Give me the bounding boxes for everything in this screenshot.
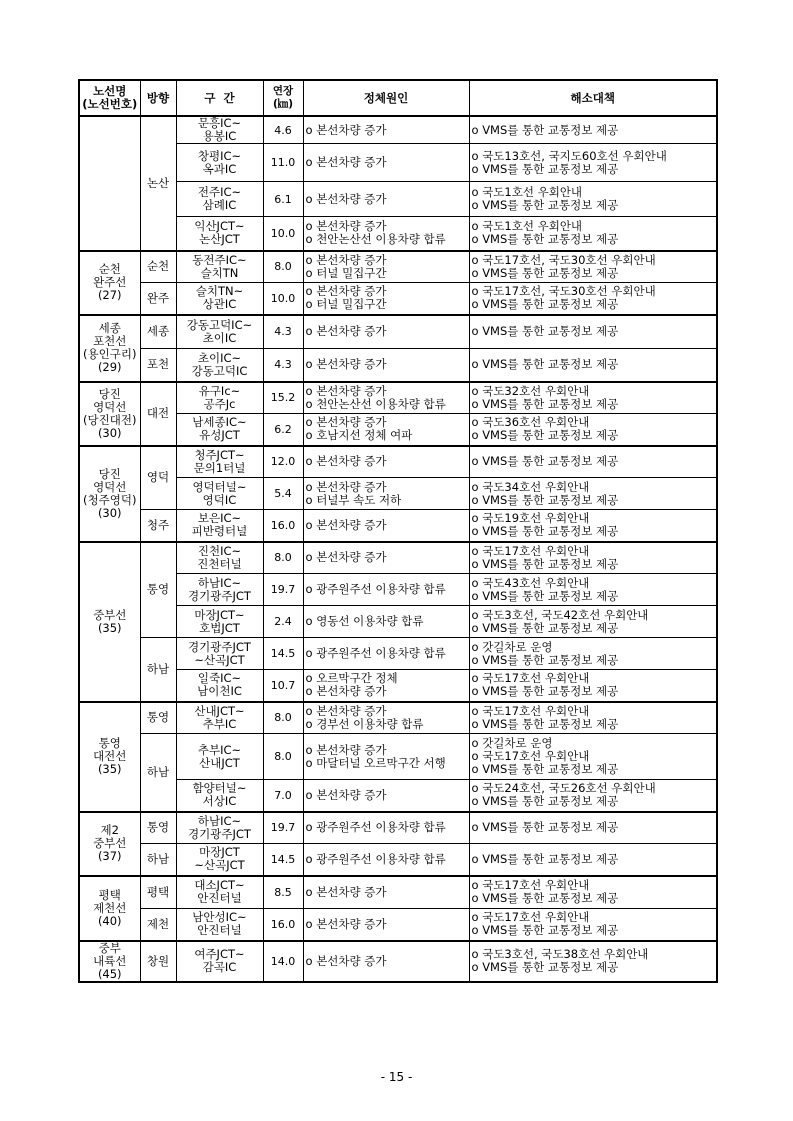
table-row	[79, 446, 717, 478]
route-name-cell	[79, 116, 140, 251]
table-row	[79, 844, 717, 876]
section-cell: 여주JCT~ 감곡IC	[176, 941, 263, 982]
section-cell: 일죽IC~ 남이천IC	[176, 670, 263, 702]
section-cell: 남세종IC~ 유성JCT	[176, 414, 263, 446]
solution-cell: o 국도1호선 우회안내 o VMS를 통한 교통정보 제공	[469, 182, 717, 217]
congestion-table	[78, 79, 718, 983]
cause-cell: o 본선차량 증가 o 터널부 속도 저하	[303, 478, 469, 510]
direction-cell: 하남	[140, 844, 176, 876]
solution-cell: o VMS를 통한 교통정보 제공	[469, 812, 717, 844]
length-cell: 16.0	[263, 909, 303, 941]
cause-cell: o 본선차량 증가 o 천안논산선 이용차량 합류	[303, 382, 469, 414]
cause-cell: o 본선차량 증가 o 터널 밀집구간	[303, 251, 469, 283]
header-direction: 방향	[140, 80, 176, 116]
table-row	[79, 542, 717, 574]
direction-cell: 논산	[140, 116, 176, 251]
table-row	[79, 812, 717, 844]
route-name-cell: 순천 완주선 (27)	[79, 251, 140, 315]
section-cell: 경기광주JCT ~산곡JCT	[176, 638, 263, 670]
direction-cell: 청주	[140, 510, 176, 542]
solution-cell: o VMS를 통한 교통정보 제공	[469, 116, 717, 144]
cause-cell: o 본선차량 증가	[303, 909, 469, 941]
header-solution: 해소대책	[469, 80, 717, 116]
length-cell: 12.0	[263, 446, 303, 478]
cause-cell: o 본선차량 증가	[303, 510, 469, 542]
route-name-cell: 평택 제천선 (40)	[79, 876, 140, 941]
direction-cell: 포천	[140, 349, 176, 382]
solution-cell: o 국도17호선 우회안내 o VMS를 통한 교통정보 제공	[469, 670, 717, 702]
route-name-cell: 제2 중부선 (37)	[79, 812, 140, 876]
page-number: - 15 -	[380, 1070, 413, 1084]
length-cell: 8.0	[263, 251, 303, 283]
solution-cell: o 국도43호선 우회안내 o VMS를 통한 교통정보 제공	[469, 574, 717, 606]
header-length: 연장 (㎞)	[263, 80, 303, 116]
section-cell: 동전주IC~ 슬치TN	[176, 251, 263, 283]
section-cell: 영덕터널~ 영덕IC	[176, 478, 263, 510]
route-name-cell: 당진 영덕선 (청주영덕) (30)	[79, 446, 140, 542]
cause-cell: o 본선차량 증가 o 마달터널 오르막구간 서행	[303, 734, 469, 780]
section-cell: 남안성IC~ 안진터널	[176, 909, 263, 941]
length-cell: 4.3	[263, 315, 303, 349]
table-row	[79, 315, 717, 349]
length-cell: 7.0	[263, 780, 303, 812]
length-cell: 14.5	[263, 844, 303, 876]
direction-cell: 하남	[140, 734, 176, 812]
table-row	[79, 116, 717, 144]
route-name-cell: 통영 대전선 (35)	[79, 702, 140, 812]
section-cell: 하남IC~ 경기광주JCT	[176, 574, 263, 606]
cause-cell: o 광주원주선 이용차량 합류	[303, 844, 469, 876]
direction-cell: 창원	[140, 941, 176, 982]
length-cell: 8.0	[263, 734, 303, 780]
section-cell: 초이IC~ 강동고덕IC	[176, 349, 263, 382]
section-cell: 익산JCT~ 논산JCT	[176, 217, 263, 251]
section-cell: 하남IC~ 경기광주JCT	[176, 812, 263, 844]
header-section: 구 간	[176, 80, 263, 116]
solution-cell: o 국도17호선 우회안내 o VMS를 통한 교통정보 제공	[469, 876, 717, 909]
solution-cell: o 국도19호선 우회안내 o VMS를 통한 교통정보 제공	[469, 510, 717, 542]
cause-cell: o 본선차량 증가	[303, 446, 469, 478]
solution-cell: o 국도34호선 우회안내 o VMS를 통한 교통정보 제공	[469, 478, 717, 510]
cause-cell: o 오르막구간 정체 o 본선차량 증가	[303, 670, 469, 702]
cause-cell: o 본선차량 증가	[303, 116, 469, 144]
section-cell: 산내JCT~ 추부IC	[176, 702, 263, 734]
direction-cell: 통영	[140, 812, 176, 844]
length-cell: 10.7	[263, 670, 303, 702]
length-cell: 15.2	[263, 382, 303, 414]
length-cell: 2.4	[263, 606, 303, 638]
section-cell: 창평IC~ 옥과IC	[176, 144, 263, 182]
direction-cell: 평택	[140, 876, 176, 909]
length-cell: 5.4	[263, 478, 303, 510]
solution-cell: o 국도1호선 우회안내 o VMS를 통한 교통정보 제공	[469, 217, 717, 251]
length-cell: 11.0	[263, 144, 303, 182]
cause-cell: o 본선차량 증가	[303, 315, 469, 349]
direction-cell: 통영	[140, 702, 176, 734]
solution-cell: o 국도17호선 우회안내 o VMS를 통한 교통정보 제공	[469, 909, 717, 941]
length-cell: 10.0	[263, 217, 303, 251]
solution-cell: o 국도32호선 우회안내 o VMS를 통한 교통정보 제공	[469, 382, 717, 414]
cause-cell: o 본선차량 증가 o 터널 밀집구간	[303, 283, 469, 315]
table-row	[79, 702, 717, 734]
table-row	[79, 876, 717, 909]
table-row	[79, 382, 717, 414]
solution-cell: o 국도17호선 우회안내 o VMS를 통한 교통정보 제공	[469, 542, 717, 574]
direction-cell: 세종	[140, 315, 176, 349]
cause-cell: o 광주원주선 이용차량 합류	[303, 574, 469, 606]
length-cell: 4.3	[263, 349, 303, 382]
route-name-cell: 중부 내륙선 (45)	[79, 941, 140, 982]
section-cell: 함양터널~ 서상IC	[176, 780, 263, 812]
direction-cell: 대전	[140, 382, 176, 446]
section-cell: 추부IC~ 산내JCT	[176, 734, 263, 780]
section-cell: 문흥IC~ 용봉IC	[176, 116, 263, 144]
cause-cell: o 광주원주선 이용차량 합류	[303, 638, 469, 670]
direction-cell: 하남	[140, 638, 176, 702]
solution-cell: o 국도36호선 우회안내 o VMS를 통한 교통정보 제공	[469, 414, 717, 446]
section-cell: 강동고덕IC~ 초이IC	[176, 315, 263, 349]
length-cell: 8.0	[263, 542, 303, 574]
header-cause: 정체원인	[303, 80, 469, 116]
section-cell: 유구Ic~ 공주Jc	[176, 382, 263, 414]
cause-cell: o 본선차량 증가 o 천안논산선 이용차량 합류	[303, 217, 469, 251]
solution-cell: o VMS를 통한 교통정보 제공	[469, 446, 717, 478]
direction-cell: 제천	[140, 909, 176, 941]
length-cell: 19.7	[263, 812, 303, 844]
length-cell: 6.1	[263, 182, 303, 217]
length-cell: 19.7	[263, 574, 303, 606]
cause-cell: o 본선차량 증가 o 호남지선 정체 여파	[303, 414, 469, 446]
solution-cell: o 갓길차로 운영 o 국도17호선 우회안내 o VMS를 통한 교통정보 제공	[469, 734, 717, 780]
solution-cell: o 갓길차로 운영 o VMS를 통한 교통정보 제공	[469, 638, 717, 670]
cause-cell: o 본선차량 증가	[303, 542, 469, 574]
direction-cell: 통영	[140, 542, 176, 638]
direction-cell: 순천	[140, 251, 176, 283]
solution-cell: o VMS를 통한 교통정보 제공	[469, 844, 717, 876]
solution-cell: o 국도13호선, 국지도60호선 우회안내 o VMS를 통한 교통정보 제공	[469, 144, 717, 182]
cause-cell: o 본선차량 증가	[303, 349, 469, 382]
solution-cell: o 국도24호선, 국도26호선 우회안내 o VMS를 통한 교통정보 제공	[469, 780, 717, 812]
cause-cell: o 광주원주선 이용차량 합류	[303, 812, 469, 844]
solution-cell: o 국도17호선, 국도30호선 우회안내 o VMS를 통한 교통정보 제공	[469, 283, 717, 315]
table-row	[79, 349, 717, 382]
cause-cell: o 본선차량 증가	[303, 876, 469, 909]
cause-cell: o 영동선 이용차량 합류	[303, 606, 469, 638]
solution-cell: o 국도17호선, 국도30호선 우회안내 o VMS를 통한 교통정보 제공	[469, 251, 717, 283]
section-cell: 진천IC~ 진천터널	[176, 542, 263, 574]
solution-cell: o 국도3호선, 국도38호선 우회안내 o VMS를 통한 교통정보 제공	[469, 941, 717, 982]
table-row	[79, 941, 717, 982]
length-cell: 4.6	[263, 116, 303, 144]
length-cell: 6.2	[263, 414, 303, 446]
direction-cell: 완주	[140, 283, 176, 315]
section-cell: 대소JCT~ 안진터널	[176, 876, 263, 909]
solution-cell: o VMS를 통한 교통정보 제공	[469, 315, 717, 349]
table-row	[79, 909, 717, 941]
route-name-cell: 당진 영덕선 (당진대전) (30)	[79, 382, 140, 446]
section-cell: 전주IC~ 삼례IC	[176, 182, 263, 217]
route-name-cell: 세종 포천선 (용인구리) (29)	[79, 315, 140, 382]
table-row	[79, 638, 717, 670]
direction-cell: 영덕	[140, 446, 176, 510]
table-row	[79, 251, 717, 283]
header-route: 노선명 (노선번호)	[79, 80, 140, 116]
table-row	[79, 283, 717, 315]
cause-cell: o 본선차량 증가	[303, 941, 469, 982]
section-cell: 보은IC~ 피반령터널	[176, 510, 263, 542]
section-cell: 슬치TN~ 상관IC	[176, 283, 263, 315]
solution-cell: o 국도17호선 우회안내 o VMS를 통한 교통정보 제공	[469, 702, 717, 734]
cause-cell: o 본선차량 증가 o 경부선 이용차량 합류	[303, 702, 469, 734]
length-cell: 8.0	[263, 702, 303, 734]
route-name-cell: 중부선 (35)	[79, 542, 140, 702]
section-cell: 청주JCT~ 문의1터널	[176, 446, 263, 478]
section-cell: 마장JCT ~산곡JCT	[176, 844, 263, 876]
section-cell: 마장JCT~ 호법JCT	[176, 606, 263, 638]
length-cell: 16.0	[263, 510, 303, 542]
solution-cell: o VMS를 통한 교통정보 제공	[469, 349, 717, 382]
length-cell: 14.0	[263, 941, 303, 982]
table-body	[79, 116, 717, 982]
length-cell: 10.0	[263, 283, 303, 315]
cause-cell: o 본선차량 증가	[303, 780, 469, 812]
cause-cell: o 본선차량 증가	[303, 182, 469, 217]
header-row	[79, 80, 717, 116]
length-cell: 14.5	[263, 638, 303, 670]
solution-cell: o 국도3호선, 국도42호선 우회안내 o VMS를 통한 교통정보 제공	[469, 606, 717, 638]
table-row	[79, 510, 717, 542]
cause-cell: o 본선차량 증가	[303, 144, 469, 182]
length-cell: 8.5	[263, 876, 303, 909]
table-row	[79, 734, 717, 780]
